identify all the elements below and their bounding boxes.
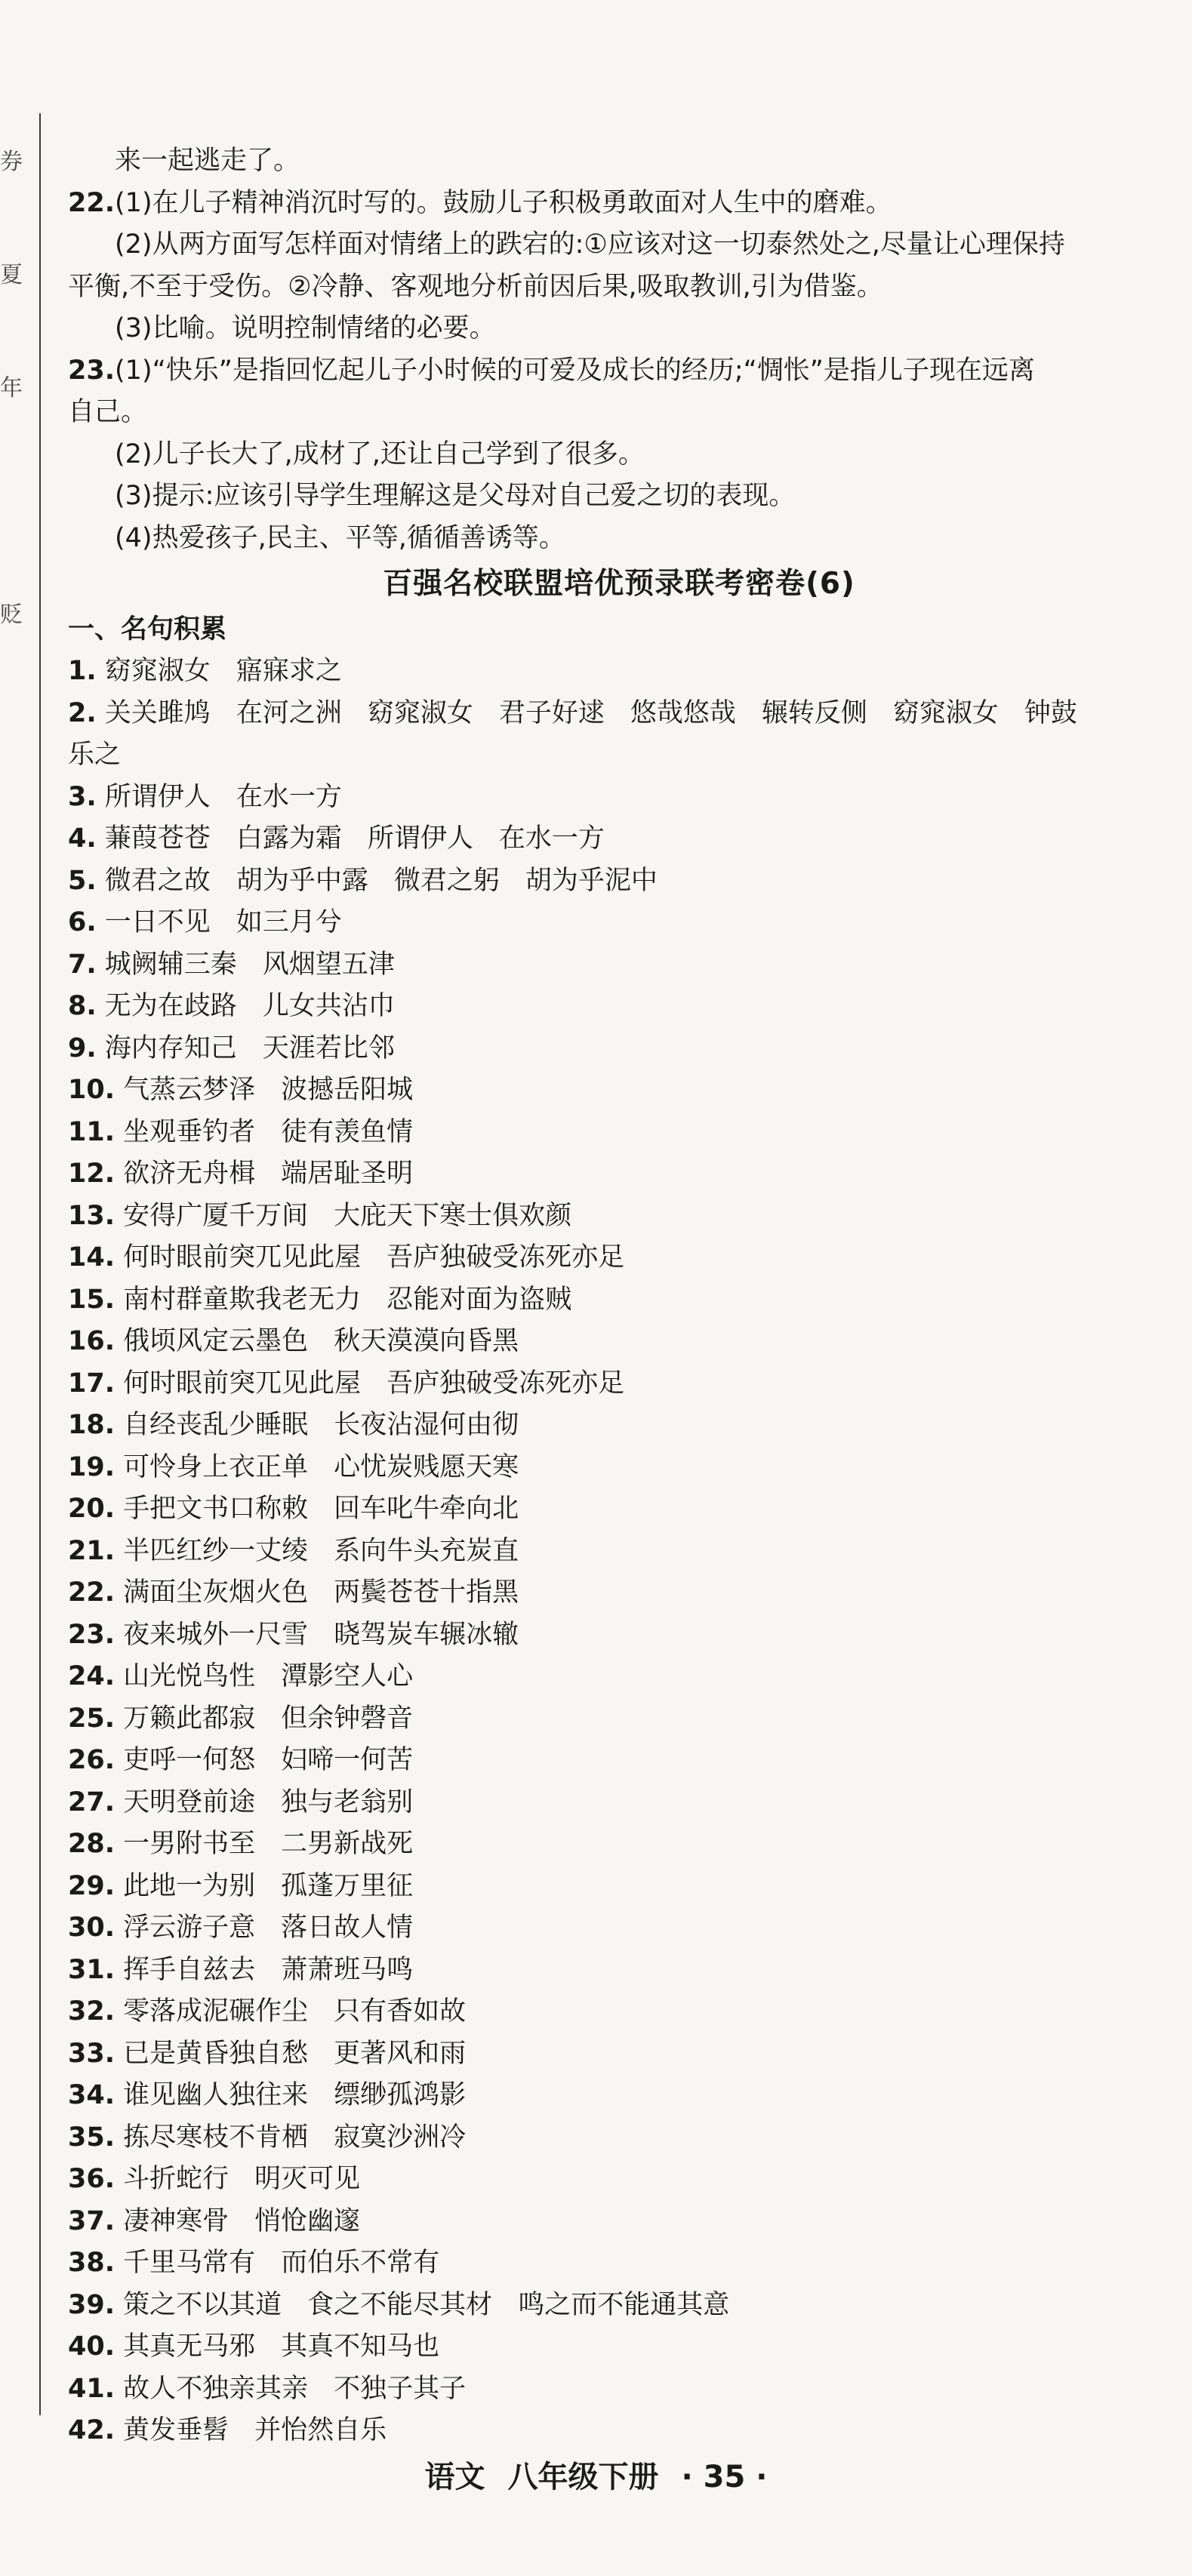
list-item	[68, 651, 1170, 693]
quote-phrase: 并怡然自乐	[254, 2415, 387, 2445]
answer-text: 自己。	[68, 397, 148, 427]
answer-line	[68, 518, 1170, 560]
list-item	[68, 1531, 1170, 1573]
quote-phrase: 故人不独亲其亲	[123, 2373, 309, 2404]
quote-phrase: 千里马常有	[123, 2248, 256, 2278]
list-item	[68, 1740, 1170, 1782]
quote-phrase: 两鬓苍苍十指黑	[334, 1577, 519, 1608]
item-number: 32.	[68, 1996, 116, 2027]
quote-phrase: 钟鼓	[1024, 697, 1077, 728]
list-item	[68, 1907, 1170, 1950]
answer-text: (4)热爱孩子,民主、平等,循循善诱等。	[115, 522, 565, 553]
quote-phrase: 天涯若比邻	[262, 1033, 395, 1063]
item-number: 4.	[68, 823, 97, 854]
answer-text: (3)比喻。说明控制情绪的必要。	[115, 313, 496, 343]
question-number: 22.	[68, 187, 116, 218]
list-item	[68, 693, 1170, 735]
quote-phrase: 城阙辅三秦	[104, 949, 237, 980]
quote-phrase: 拣尽寒枝不肯栖	[123, 2122, 309, 2153]
item-number: 18.	[68, 1410, 116, 1440]
answer-line	[68, 266, 1170, 309]
quote-phrase: 胡为乎中露	[236, 865, 368, 896]
quote-phrase: 浮云游子意	[123, 1913, 256, 1943]
item-number: 37.	[68, 2205, 116, 2236]
question-number: 23.	[68, 355, 116, 386]
list-item	[68, 2159, 1170, 2201]
page-number: 35	[703, 2460, 746, 2494]
footer-subject: 语文	[424, 2460, 485, 2494]
item-number: 41.	[68, 2373, 116, 2404]
quote-phrase: 胡为乎泥中	[525, 865, 658, 896]
answer-text: (2)从两方面写怎样面对情绪上的跌宕的:①应该对这一切泰然处之,尽量让心理保持	[115, 229, 1065, 260]
list-item	[68, 777, 1170, 819]
list-item-continuation: 乐之	[68, 740, 122, 770]
quote-phrase: 更著风和雨	[334, 2038, 467, 2069]
quote-phrase: 心忧炭贱愿天寒	[334, 1451, 519, 1482]
content-area	[68, 140, 1170, 2452]
quote-phrase: 夜来城外一尺雪	[123, 1619, 309, 1650]
list-item	[68, 1782, 1170, 1824]
item-number: 29.	[68, 1870, 116, 1901]
quote-phrase: 窈窕淑女	[104, 656, 211, 686]
item-number: 9.	[68, 1033, 97, 1063]
quote-phrase: 可怜身上衣正单	[123, 1451, 309, 1482]
item-number: 20.	[68, 1494, 116, 1524]
margin-marks	[0, 151, 30, 717]
item-number: 11.	[68, 1116, 116, 1147]
answer-text: (2)儿子长大了,成材了,还让自己学到了很多。	[115, 439, 645, 469]
list-item	[68, 2117, 1170, 2159]
list-item	[68, 2326, 1170, 2368]
item-number: 26.	[68, 1745, 116, 1775]
quote-phrase: 徒有羡鱼情	[281, 1116, 414, 1147]
answer-text: 来一起逃走了。	[115, 146, 300, 176]
item-number: 21.	[68, 1535, 116, 1566]
list-item	[68, 2410, 1170, 2452]
item-number: 31.	[68, 1954, 116, 1985]
item-number: 25.	[68, 1703, 116, 1734]
list-item	[68, 1488, 1170, 1531]
quote-phrase: 回车叱牛牵向北	[334, 1494, 519, 1524]
quote-phrase: 欲济无舟楫	[123, 1159, 256, 1189]
footer-grade: 八年级下册	[507, 2460, 659, 2494]
list-item	[68, 986, 1170, 1028]
quote-phrase: 在河之洲	[236, 697, 342, 728]
quote-phrase: 风烟望五津	[262, 949, 395, 980]
list-item	[68, 2242, 1170, 2285]
item-number: 7.	[68, 949, 97, 980]
quote-phrase: 南村群童欺我老无力	[123, 1284, 362, 1315]
item-number: 34.	[68, 2080, 116, 2110]
quote-phrase: 吾庐独破受冻死亦足	[387, 1368, 625, 1399]
item-number: 36.	[68, 2164, 116, 2194]
item-number: 12.	[68, 1159, 116, 1189]
quote-phrase: 秋天漠漠向昏黑	[334, 1326, 519, 1356]
quote-phrase: 海内存知己	[104, 1033, 237, 1063]
quote-phrase: 落日故人情	[281, 1913, 414, 1943]
quote-phrase: 策之不以其道	[123, 2289, 282, 2320]
list-item	[68, 944, 1170, 986]
answer-list	[68, 651, 1170, 2452]
quote-phrase: 所谓伊人	[367, 823, 473, 854]
list-item	[68, 1279, 1170, 1322]
list-item	[68, 2075, 1170, 2117]
quote-phrase: 鸣之而不能通其意	[518, 2289, 730, 2320]
quote-phrase: 独与老翁别	[281, 1787, 414, 1817]
answer-line	[68, 183, 1170, 225]
list-item	[68, 1321, 1170, 1363]
quote-phrase: 不独子其子	[334, 2373, 467, 2404]
footer-dot-right: ·	[756, 2460, 768, 2494]
quote-phrase: 挥手自兹去	[123, 1954, 256, 1985]
part-heading: 一、名句积累	[68, 614, 227, 645]
list-item	[68, 1363, 1170, 1405]
quote-phrase: 窈窕淑女	[892, 697, 999, 728]
quote-phrase: 系向牛头充炭直	[334, 1535, 519, 1566]
quote-phrase: 自经丧乱少睡眠	[123, 1410, 309, 1440]
quote-phrase: 坐观垂钓者	[123, 1116, 256, 1147]
quote-phrase: 万籁此都寂	[123, 1703, 256, 1734]
answer-line	[68, 308, 1170, 350]
list-item	[68, 1991, 1170, 2033]
margin-mark: 年	[0, 375, 23, 402]
quote-phrase: 在水一方	[236, 781, 342, 812]
quote-phrase: 已是黄昏独自愁	[123, 2038, 309, 2069]
quote-phrase: 斗折蛇行	[123, 2164, 229, 2194]
item-number: 16.	[68, 1326, 116, 1356]
quote-phrase: 忍能对面为盗贼	[387, 1284, 572, 1315]
item-number: 27.	[68, 1787, 116, 1817]
item-number: 6.	[68, 907, 97, 937]
margin-mark: 夏	[0, 262, 23, 288]
item-number: 1.	[68, 656, 97, 686]
quote-phrase: 晓驾炭车辗冰辙	[334, 1619, 519, 1650]
item-number: 42.	[68, 2415, 116, 2445]
quote-phrase: 何时眼前突兀见此屋	[123, 1368, 362, 1399]
list-item	[68, 860, 1170, 903]
quote-phrase: 悠哉悠哉	[630, 697, 736, 728]
quote-phrase: 儿女共沾巾	[262, 991, 395, 1021]
quote-phrase: 半匹红纱一丈绫	[123, 1535, 309, 1566]
item-number: 17.	[68, 1368, 116, 1399]
list-item	[68, 1405, 1170, 1447]
list-item	[68, 1153, 1170, 1196]
quote-phrase: 一男附书至	[123, 1829, 256, 1859]
quote-phrase: 波撼岳阳城	[281, 1075, 414, 1105]
answer-line	[68, 434, 1170, 476]
list-item	[68, 1656, 1170, 1698]
quote-phrase: 君子好逑	[498, 697, 605, 728]
quote-phrase: 端居耻圣明	[281, 1159, 414, 1189]
quote-phrase: 只有香如故	[334, 1996, 467, 2027]
answer-line	[68, 392, 1170, 434]
quote-phrase: 明灭可见	[254, 2164, 361, 2194]
quote-phrase: 食之不能尽其材	[307, 2289, 493, 2320]
item-number: 28.	[68, 1829, 116, 1859]
list-item	[68, 1112, 1170, 1154]
list-item	[68, 1698, 1170, 1740]
quote-phrase: 安得广厦千万间	[123, 1200, 309, 1231]
item-number: 15.	[68, 1284, 116, 1315]
quote-phrase: 缥缈孤鸿影	[334, 2080, 467, 2110]
quote-phrase: 吾庐独破受冻死亦足	[387, 1242, 625, 1273]
quote-phrase: 黄发垂髫	[123, 2415, 229, 2445]
quote-phrase: 如三月兮	[236, 907, 342, 937]
item-number: 30.	[68, 1913, 116, 1943]
list-item	[68, 1824, 1170, 1866]
item-number: 14.	[68, 1242, 116, 1273]
list-item	[68, 1237, 1170, 1279]
margin-rule	[39, 113, 41, 2415]
answer-line	[68, 475, 1170, 518]
list-item	[68, 2033, 1170, 2076]
quote-phrase: 无为在歧路	[104, 991, 237, 1021]
previous-answers	[68, 140, 1170, 559]
item-number: 35.	[68, 2122, 116, 2153]
item-number: 39.	[68, 2289, 116, 2320]
quote-phrase: 气蒸云梦泽	[123, 1075, 256, 1105]
quote-phrase: 山光悦鸟性	[123, 1661, 256, 1691]
answer-text: 平衡,不至于受伤。②冷静、客观地分析前因后果,吸取教训,引为借鉴。	[68, 271, 883, 302]
answer-text: (1)“快乐”是指回忆起儿子小时候的可爱及成长的经历;“惆怅”是指儿子现在远离	[115, 355, 1035, 386]
answer-text: (1)在儿子精神消沉时写的。鼓励儿子积极勇敢面对人生中的磨难。	[115, 187, 892, 218]
list-item	[68, 1028, 1170, 1070]
quote-phrase: 妇啼一何苦	[281, 1745, 414, 1775]
item-number: 40.	[68, 2331, 116, 2362]
margin-mark: 贬	[0, 602, 23, 628]
item-number: 2.	[68, 697, 97, 728]
quote-phrase: 此地一为别	[123, 1870, 256, 1901]
list-item	[68, 2368, 1170, 2411]
quote-phrase: 谁见幽人独往来	[123, 2080, 309, 2110]
answer-text: (3)提示:应该引导学生理解这是父母对自己爱之切的表现。	[115, 481, 796, 511]
item-number: 19.	[68, 1451, 116, 1482]
quote-phrase: 满面尘灰烟火色	[123, 1577, 309, 1608]
item-number: 8.	[68, 991, 97, 1021]
quote-phrase: 俄顷风定云墨色	[123, 1326, 309, 1356]
item-number: 22.	[68, 1577, 116, 1608]
answer-line	[68, 350, 1170, 392]
list-item	[68, 818, 1170, 860]
quote-phrase: 蒹葭苍苍	[104, 823, 211, 854]
quote-phrase: 手把文书口称敕	[123, 1494, 309, 1524]
item-number: 38.	[68, 2248, 116, 2278]
answer-line	[68, 224, 1170, 266]
quote-phrase: 微君之故	[104, 865, 211, 896]
list-item	[68, 1196, 1170, 1238]
quote-phrase: 寤寐求之	[236, 656, 342, 686]
list-item	[68, 1069, 1170, 1112]
section-title: 百强名校联盟培优预录联考密卷(6)	[383, 567, 855, 601]
quote-phrase: 悄怆幽邃	[254, 2205, 361, 2236]
quote-phrase: 天明登前途	[123, 1787, 256, 1817]
margin-mark	[0, 491, 30, 604]
quote-phrase: 其真不知马也	[281, 2331, 440, 2362]
list-item	[68, 1614, 1170, 1657]
list-item	[68, 1866, 1170, 1908]
list-item	[68, 2285, 1170, 2327]
quote-phrase: 孤蓬万里征	[281, 1870, 414, 1901]
item-number: 3.	[68, 781, 97, 812]
quote-phrase: 而伯乐不常有	[281, 2248, 440, 2278]
list-item	[68, 1572, 1170, 1614]
quote-phrase: 关关雎鸠	[104, 697, 211, 728]
quote-phrase: 萧萧班马鸣	[281, 1954, 414, 1985]
answer-line	[68, 140, 1170, 183]
quote-phrase: 白露为霜	[236, 823, 342, 854]
page-footer	[0, 2453, 1192, 2496]
quote-phrase: 所谓伊人	[104, 781, 211, 812]
quote-phrase: 何时眼前突兀见此屋	[123, 1242, 362, 1273]
list-item	[68, 2201, 1170, 2243]
margin-mark: 券	[0, 149, 23, 175]
quote-phrase: 二男新战死	[281, 1829, 414, 1859]
footer-dot-left: ·	[681, 2460, 693, 2494]
item-number: 24.	[68, 1661, 116, 1691]
quote-phrase: 零落成泥碾作尘	[123, 1996, 309, 2027]
quote-phrase: 其真无马邪	[123, 2331, 256, 2362]
quote-phrase: 潭影空人心	[281, 1661, 414, 1691]
list-item	[68, 902, 1170, 944]
item-number: 33.	[68, 2038, 116, 2069]
quote-phrase: 长夜沾湿何由彻	[334, 1410, 519, 1440]
quote-phrase: 辗转反侧	[761, 697, 867, 728]
quote-phrase: 微君之躬	[393, 865, 500, 896]
quote-phrase: 在水一方	[498, 823, 605, 854]
quote-phrase: 但余钟磬音	[281, 1703, 414, 1734]
quote-phrase: 凄神寒骨	[123, 2205, 229, 2236]
list-item	[68, 1950, 1170, 1992]
quote-phrase: 吏呼一何怒	[123, 1745, 256, 1775]
quote-phrase: 大庇天下寒士俱欢颜	[334, 1200, 572, 1231]
item-number: 10.	[68, 1075, 116, 1105]
item-number: 23.	[68, 1619, 116, 1650]
quote-phrase: 窈窕淑女	[367, 697, 473, 728]
item-number: 13.	[68, 1200, 116, 1231]
quote-phrase: 寂寞沙洲冷	[334, 2122, 467, 2153]
item-number: 5.	[68, 865, 97, 896]
quote-phrase: 一日不见	[104, 907, 211, 937]
list-item	[68, 1447, 1170, 1489]
